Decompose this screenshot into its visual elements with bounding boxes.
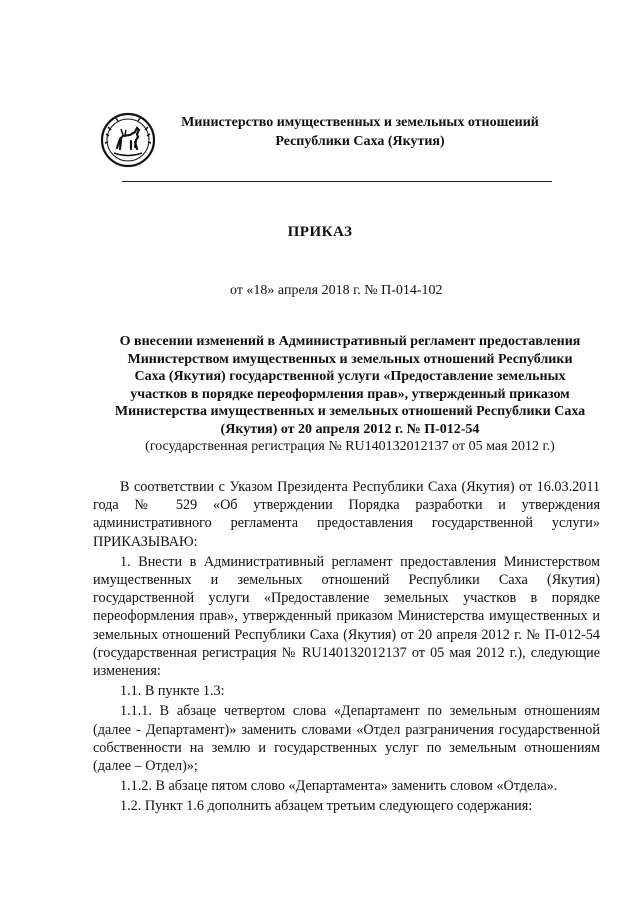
sakha-republic-emblem-icon [100, 112, 156, 168]
body-paragraph-item-1-1-2: 1.1.2. В абзаце пятом слово «Департамента» заменить словом «Отдела». [120, 778, 558, 795]
subject-line: Министерством имущественных и земельных отношений Республики [127, 351, 573, 367]
order-date-line: от «18» апреля 2018 г. № П-014-102 [230, 283, 443, 298]
subject-line: О внесении изменений в Административный регламент предоставления [119, 334, 581, 349]
header-divider [122, 181, 552, 182]
body-paragraph-preamble: В соответствии с Указом Президента Республики Саха (Якутия) от 16.03.2011 года № 529 «Об утверждении Порядка разработки и утверждения административного регламента предоставления государственной услуги» ПРИКАЗЫВАЮ: [93, 479, 600, 550]
subject-line: Саха (Якутия) государственной услуги «Предоставление земельных [134, 369, 566, 384]
ministry-name-line1: Министерство имущественных и земельных отношений [181, 115, 539, 130]
body-paragraph-item-1-2: 1.2. Пункт 1.6 дополнить абзацем третьим следующего содержания: [120, 798, 533, 815]
body-paragraph-item-1: 1. Внести в Административный регламент предоставления Министерством имущественных и земельных отношений Республики Саха (Якутия) государственной услуги «Предоставление земельных участков в порядке переоформления прав», утвержденный приказом Министерства имущественных и земельных отношений Республики Саха (Якутия) от 20 апреля 2012 г. № П-012-54 (государственная регистрация № RU140132012137 от 05 мая 2012 г.), следующие изменения: [93, 553, 600, 680]
body-paragraph-item-1-1: 1.1. В пункте 1.3: [120, 683, 225, 700]
body-paragraph-item-1-1-1: 1.1.1. В абзаце четвертом слова «Департамент по земельным отношениям (далее - Департамент)» заменить словами «Отдел разграничения государственной собственности на землю и государственных услуг по земельным отношениям (далее – Отдел)»; [93, 703, 600, 775]
order-subject [100, 333, 600, 456]
subject-line: участков в порядке переоформления прав», утвержденный приказом [130, 386, 570, 402]
subject-registration: (государственная регистрация № RU140132012137 от 05 мая 2012 г.) [145, 439, 555, 454]
subject-line: (Якутия) от 20 апреля 2012 г. № П-012-54 [220, 421, 480, 437]
order-body [93, 478, 600, 816]
document-title: ПРИКАЗ [287, 224, 353, 240]
subject-line: Министерства имущественных и земельных отношений Республики Саха [114, 404, 586, 419]
ministry-header [160, 113, 560, 151]
ministry-name-line2: Республики Саха (Якутия) [275, 134, 445, 149]
